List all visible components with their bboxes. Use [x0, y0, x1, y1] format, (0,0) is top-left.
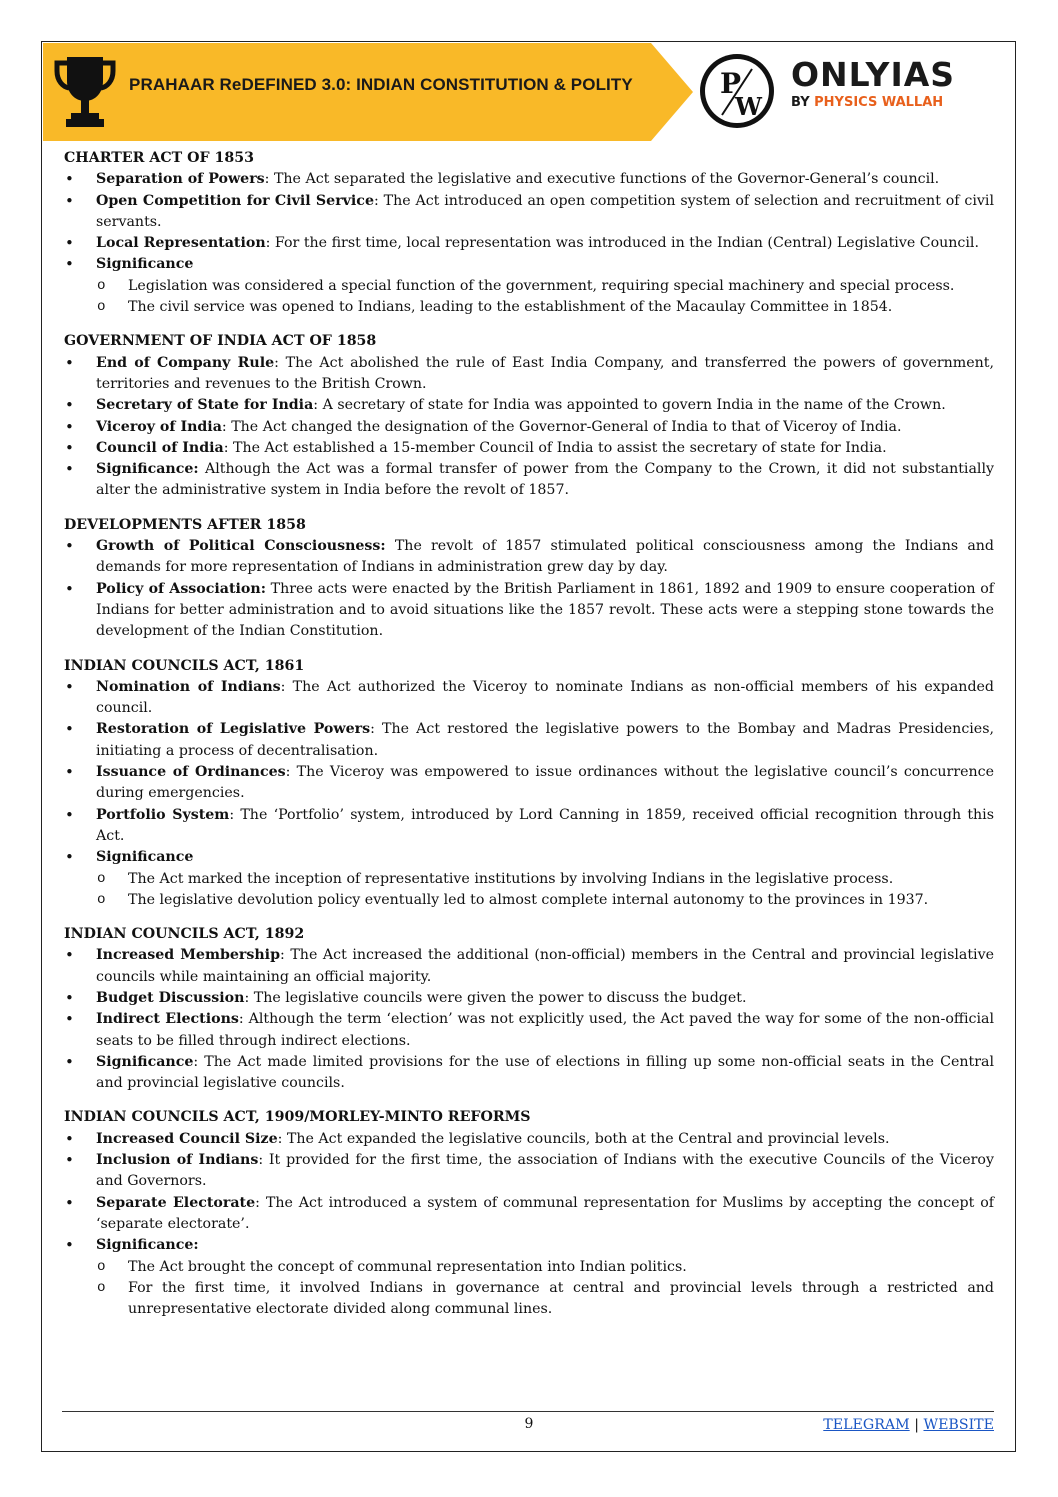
section [64, 924, 994, 1094]
brand-name: ONLYIAS [791, 55, 956, 94]
section-heading: DEVELOPMENTS AFTER 1858 [64, 516, 306, 533]
sub-bullet-item: o The Act brought the concept of communal representation into Indian politics. [96, 1257, 994, 1278]
sub-bullet-item: o The legislative devolution policy eventually led to almost complete internal autonomy to the provinces in 1937. [96, 890, 994, 911]
sub-bullet-item: o The civil service was opened to Indians, leading to the establishment of the Macaulay Committee in 1854. [96, 297, 994, 318]
bullet-term: Increased Membership [96, 947, 280, 964]
bullet-text: : The Act increased the additional (non-official) members in the Central and provincial legislative councils while maintaining an official majority. [96, 947, 995, 985]
bullet-text: : The Act separated the legislative and executive functions of the Governor-General’s council. [264, 171, 940, 188]
bullet-text: : It provided for the first time, the association of Indians with the executive Councils of the Viceroy and Governors. [96, 1152, 994, 1190]
bullet-item [64, 459, 994, 502]
section-heading: INDIAN COUNCILS ACT, 1892 [64, 926, 305, 943]
bullet-item [64, 1193, 994, 1236]
bullet-text: : The Act abolished the rule of East India Company, and transferred the powers of government, territories and revenues to the British Crown. [96, 354, 994, 392]
bullet-term: Viceroy of India [96, 418, 222, 435]
bullet-list [64, 677, 994, 911]
sub-bullet-item: o The Act marked the inception of representative institutions by involving Indians in the legislative process. [96, 869, 994, 890]
brand-tagline [791, 95, 955, 111]
bullet-text: : The ‘Portfolio’ system, introduced by Lord Canning in 1859, received official recognition through this Act. [96, 806, 994, 844]
bullet-item [64, 438, 994, 459]
bullet-term: End of Company Rule [96, 354, 275, 371]
bullet-term: Policy of Association: [96, 580, 266, 597]
bullet-list [64, 945, 994, 1094]
bullet-list [64, 353, 994, 502]
section [64, 515, 994, 643]
bullet-text: : The Act changed the designation of the Governor-General of India to that of Viceroy of India. [221, 418, 902, 435]
bullet-text: : The Act expanded the legislative councils, both at the Central and provincial levels. [277, 1130, 890, 1147]
bullet-item [64, 1009, 994, 1052]
bullet-item [64, 847, 994, 911]
bullet-term: Local Representation [96, 235, 266, 252]
bullet-term: Significance: [96, 1237, 199, 1254]
trophy-icon [53, 51, 117, 131]
bullet-item [64, 169, 994, 190]
bullet-term: Secretary of State for India [96, 397, 314, 414]
bullet-list [64, 169, 994, 318]
bullet-text: : The Act introduced an open competition system of selection and recruitment of civil servants. [96, 192, 994, 230]
bullet-item [64, 579, 994, 643]
bullet-text: Three acts were enacted by the British Parliament in 1861, 1892 and 1909 to ensure cooperation of Indians for better administration and to avoid situations like the 1857 revolt. These acts were a stepping stone towards the development of the Indian Constitution. [96, 580, 994, 640]
bullet-text: Although the Act was a formal transfer of power from the Company to the Crown, it did not substantially alter the administrative system in India before the revolt of 1857. [96, 461, 994, 499]
section-heading: INDIAN COUNCILS ACT, 1909/MORLEY-MINTO REFORMS [64, 1109, 531, 1126]
bullet-item [64, 1150, 994, 1193]
bullet-text: The revolt of 1857 stimulated political consciousness among the Indians and demands for more representation of Indians in administration grew day by day. [96, 538, 994, 576]
footer-links [823, 1417, 994, 1433]
bullet-item [64, 536, 994, 579]
bullet-item [64, 762, 994, 805]
sub-bullet-list [96, 1257, 994, 1321]
bullet-item [64, 353, 994, 396]
sub-bullet-list [96, 869, 994, 912]
bullet-text: : The Act introduced a system of communal representation for Muslims by accepting the concept of ‘separate electorate’. [96, 1194, 994, 1232]
brand-tagline-prefix: BY [791, 95, 815, 110]
section-heading: INDIAN COUNCILS ACT, 1861 [64, 657, 305, 674]
bullet-term: Indirect Elections [96, 1011, 239, 1028]
svg-text:P: P [720, 67, 742, 100]
bullet-text: : The Viceroy was empowered to issue ordinances without the legislative council’s concurrence during emergencies. [96, 764, 994, 802]
section [64, 148, 994, 318]
section [64, 656, 994, 912]
website-link[interactable]: WEBSITE [923, 1417, 994, 1433]
bullet-item [64, 719, 994, 762]
bullet-term: Portfolio System [96, 806, 230, 823]
bullet-term: Increased Council Size [96, 1130, 278, 1147]
bullet-term: Growth of Political Consciousness: [96, 538, 386, 555]
sub-bullet-item: o For the first time, it involved Indians in governance at central and provincial levels through a restricted and unrepresentative electorate divided along communal lines. [96, 1278, 994, 1321]
header-title: PRAHAAR ReDEFINED 3.0: INDIAN CONSTITUTION & POLITY [129, 75, 633, 94]
bullet-term: Council of India [96, 439, 224, 456]
bullet-list [64, 1129, 994, 1321]
section-heading: GOVERNMENT OF INDIA ACT OF 1858 [64, 333, 377, 350]
bullet-text: : A secretary of state for India was appointed to govern India in the name of the Crown. [313, 397, 946, 414]
bullet-text: : The Act restored the legislative powers to the Bombay and Madras Presidencies, initiating a process of decentralisation. [96, 721, 994, 759]
section-heading: CHARTER ACT OF 1853 [64, 150, 255, 166]
bullet-term: Inclusion of Indians [96, 1152, 259, 1169]
bullet-text: : The Act established a 15-member Council of India to assist the secretary of state for India. [223, 439, 887, 456]
pw-logo-icon [698, 49, 776, 133]
section [64, 1107, 994, 1320]
bullet-item [64, 1052, 994, 1095]
bullet-item [64, 395, 994, 416]
brand-logo [791, 57, 955, 111]
footer-link-separator: | [914, 1417, 919, 1433]
bullet-text: : The Act authorized the Viceroy to nominate Indians as non-official members of his expanded council. [96, 678, 995, 717]
bullet-item [64, 191, 994, 234]
bullet-term: Significance: [96, 461, 199, 478]
bullet-item [64, 417, 994, 438]
bullet-term: Significance [96, 256, 194, 273]
sub-bullet-list [96, 276, 994, 319]
telegram-link[interactable]: TELEGRAM [823, 1417, 910, 1433]
bullet-term: Budget Discussion [96, 989, 245, 1006]
bullet-item [64, 988, 994, 1009]
bullet-text: : The legislative councils were given the power to discuss the budget. [244, 989, 747, 1006]
bullet-item [64, 254, 994, 318]
bullet-item [64, 945, 994, 988]
bullet-item [64, 677, 994, 720]
page-number: 9 [524, 1416, 534, 1432]
footer-divider [62, 1411, 994, 1412]
sub-bullet-item: o Legislation was considered a special function of the government, requiring special machinery and special process. [96, 276, 994, 297]
bullet-item [64, 805, 994, 848]
bullet-term: Significance [96, 1053, 194, 1070]
bullet-item [64, 233, 994, 254]
bullet-term: Separation of Powers [96, 171, 265, 188]
header-banner [43, 43, 1014, 141]
section [64, 331, 994, 501]
bullet-list [64, 536, 994, 642]
bullet-item [64, 1129, 994, 1150]
bullet-term: Issuance of Ordinances [96, 764, 286, 781]
bullet-term: Open Competition for Civil Service [96, 192, 374, 209]
bullet-term: Restoration of Legislative Powers [96, 721, 371, 738]
bullet-term: Significance [96, 849, 194, 866]
bullet-text: : Although the term ‘election’ was not explicitly used, the Act paved the way for some of the non-official seats to be filled through indirect elections. [96, 1011, 994, 1049]
bullet-term: Separate Electorate [96, 1194, 256, 1211]
brand-tagline-accent: PHYSICS WALLAH [814, 95, 944, 110]
bullet-text: : The Act made limited provisions for the use of elections in filling up some non-official seats in the Central and provincial legislative councils. [96, 1053, 994, 1092]
bullet-text: : For the first time, local representation was introduced in the Indian (Central) Legislative Council. [265, 235, 979, 252]
bullet-term: Nomination of Indians [96, 678, 281, 695]
document-body [64, 148, 994, 1333]
bullet-item [64, 1235, 994, 1320]
svg-text:W: W [735, 92, 762, 121]
